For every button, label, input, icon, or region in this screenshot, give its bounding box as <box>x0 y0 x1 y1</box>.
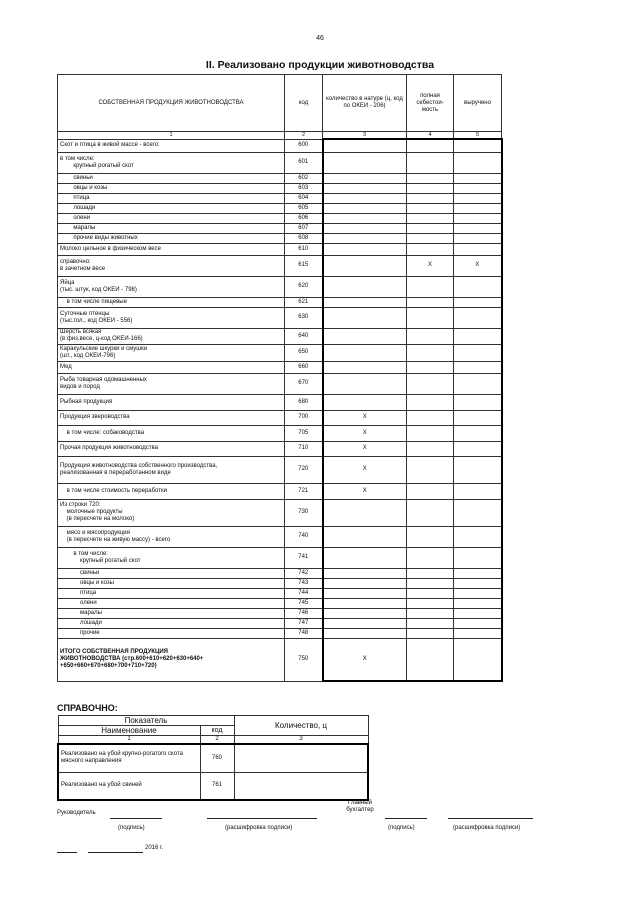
table-row-quantity[interactable] <box>323 193 407 203</box>
table-row-revenue[interactable] <box>454 578 502 588</box>
table-row-cost[interactable] <box>407 638 454 681</box>
table-row-code: 603 <box>285 183 323 193</box>
table-row-code: 745 <box>285 598 323 608</box>
table-row-cost[interactable]: X <box>407 255 454 276</box>
livestock-sales-table <box>57 74 503 682</box>
table-row-revenue[interactable] <box>454 183 502 193</box>
table-row-quantity[interactable]: X <box>323 456 407 483</box>
table-row-revenue[interactable] <box>454 425 502 441</box>
table-row-name: в том числе пищевые <box>58 297 285 307</box>
table-row-revenue[interactable] <box>454 568 502 578</box>
header-cost: полная себестои- мость <box>407 75 454 132</box>
table-row-revenue[interactable] <box>454 373 502 394</box>
table-row-quantity[interactable] <box>323 373 407 394</box>
table-row-cost[interactable] <box>407 483 454 499</box>
table-row-name: Из строки 720: молочные продукты (в пересчете на молоко) <box>58 499 285 526</box>
table-row-revenue[interactable] <box>454 526 502 547</box>
table-row-name: Продукция звероводства <box>58 410 285 425</box>
table-row-revenue[interactable] <box>454 276 502 297</box>
table-row-cost[interactable] <box>407 328 454 344</box>
head-signature-line[interactable] <box>110 818 162 819</box>
table-row-cost[interactable] <box>407 243 454 255</box>
table-row-revenue[interactable] <box>454 361 502 373</box>
table-row-name: Продукция животноводства собственного производства, реализованная в переработанном виде <box>58 456 285 483</box>
table-row-code: 700 <box>285 410 323 425</box>
table-row-code: 607 <box>285 223 323 233</box>
table-row-quantity[interactable] <box>323 578 407 588</box>
header-quantity-c: Количество, ц <box>234 716 368 736</box>
reference-row-name: Реализовано на убой крупно-рогатого скота мясного направления <box>58 744 200 772</box>
column-number: 2 <box>285 132 323 140</box>
table-row-code: 744 <box>285 588 323 598</box>
reference-table <box>57 715 369 801</box>
table-row-quantity[interactable] <box>323 233 407 243</box>
table-row-quantity[interactable] <box>323 152 407 173</box>
column-number: 1 <box>58 132 285 140</box>
table-row-revenue[interactable] <box>454 297 502 307</box>
table-row-code: 720 <box>285 456 323 483</box>
table-row-revenue[interactable] <box>454 638 502 681</box>
table-row-code: 741 <box>285 547 323 568</box>
table-row-quantity[interactable] <box>323 588 407 598</box>
reference-title: СПРАВОЧНО: <box>57 703 118 713</box>
header-code: код <box>200 726 234 736</box>
table-row-quantity[interactable] <box>323 183 407 193</box>
table-row-name: Рыба товарная одомашненных видов и пород <box>58 373 285 394</box>
table-row-quantity[interactable] <box>323 213 407 223</box>
table-row-code: 604 <box>285 193 323 203</box>
sign-caption: (подпись) <box>388 825 415 831</box>
table-row-code: 630 <box>285 307 323 328</box>
table-row-cost[interactable] <box>407 598 454 608</box>
table-row-name: в том числе: крупный рогатый скот <box>58 547 285 568</box>
table-row-revenue[interactable] <box>454 628 502 638</box>
column-number: 4 <box>407 132 454 140</box>
header-indicator: Показатель <box>58 716 234 726</box>
table-row-revenue[interactable] <box>454 588 502 598</box>
table-row-quantity[interactable] <box>323 203 407 213</box>
accountant-signature-line[interactable] <box>385 818 427 819</box>
table-row-cost[interactable] <box>407 361 454 373</box>
table-row-name: Мед <box>58 361 285 373</box>
table-row-name: свиньи <box>58 173 285 183</box>
table-row-name: мясо и мясопродукция (в пересчете на живую массу) - всего <box>58 526 285 547</box>
table-row-revenue[interactable]: X <box>454 255 502 276</box>
table-row-code: 600 <box>285 139 323 152</box>
table-row-cost[interactable] <box>407 568 454 578</box>
table-row-revenue[interactable] <box>454 243 502 255</box>
table-row-code: 602 <box>285 173 323 183</box>
table-row-revenue[interactable] <box>454 598 502 608</box>
table-row-cost[interactable] <box>407 183 454 193</box>
page-number: 46 <box>316 35 324 42</box>
table-row-cost[interactable] <box>407 588 454 598</box>
table-row-revenue[interactable] <box>454 483 502 499</box>
table-row-revenue[interactable] <box>454 394 502 410</box>
table-row-cost[interactable] <box>407 499 454 526</box>
table-row-code: 601 <box>285 152 323 173</box>
table-row-cost[interactable] <box>407 608 454 618</box>
accountant-name-line[interactable] <box>448 818 533 819</box>
table-row-revenue[interactable] <box>454 499 502 526</box>
table-row-code: 748 <box>285 628 323 638</box>
table-row-cost[interactable] <box>407 233 454 243</box>
table-row-name: свиньи <box>58 568 285 578</box>
table-row-cost[interactable] <box>407 526 454 547</box>
head-label: Руководитель <box>57 810 96 816</box>
table-row-name: овцы и козы <box>58 578 285 588</box>
table-row-quantity[interactable] <box>323 618 407 628</box>
table-row-revenue[interactable] <box>454 547 502 568</box>
table-row-quantity[interactable] <box>323 243 407 255</box>
table-row-quantity[interactable] <box>323 307 407 328</box>
table-row-code: 743 <box>285 578 323 588</box>
header-code: код <box>285 75 323 132</box>
table-row-name: маралы <box>58 223 285 233</box>
table-row-quantity[interactable] <box>323 328 407 344</box>
table-row-quantity[interactable] <box>323 628 407 638</box>
table-row-code: 650 <box>285 344 323 361</box>
table-row-name: Молоко цельное в физическом весе <box>58 243 285 255</box>
table-row-quantity[interactable] <box>323 598 407 608</box>
table-row-code: 740 <box>285 526 323 547</box>
table-row-revenue[interactable] <box>454 344 502 361</box>
table-row-cost[interactable] <box>407 425 454 441</box>
table-row-quantity[interactable] <box>323 173 407 183</box>
table-row-quantity[interactable] <box>323 499 407 526</box>
reference-row-quantity[interactable] <box>234 772 368 800</box>
table-row-revenue[interactable] <box>454 618 502 628</box>
table-row-cost[interactable] <box>407 344 454 361</box>
table-row-quantity[interactable] <box>323 568 407 578</box>
table-row-quantity[interactable]: X <box>323 483 407 499</box>
table-row-quantity[interactable]: X <box>323 638 407 681</box>
table-row-cost[interactable] <box>407 203 454 213</box>
table-row-cost[interactable] <box>407 223 454 233</box>
table-row-name: справочно: в зачетном весе <box>58 255 285 276</box>
table-row-cost[interactable] <box>407 456 454 483</box>
table-row-code: 606 <box>285 213 323 223</box>
table-row-revenue[interactable] <box>454 307 502 328</box>
table-row-name: Каракульские шкурки и смушки (шт., код ОКЕИ-796) <box>58 344 285 361</box>
table-row-quantity[interactable] <box>323 255 407 276</box>
reference-row-quantity[interactable] <box>234 744 368 772</box>
table-row-name: в том числе: собаководства <box>58 425 285 441</box>
table-row-cost[interactable] <box>407 441 454 456</box>
date-day-line[interactable] <box>57 852 77 853</box>
table-row-cost[interactable] <box>407 410 454 425</box>
reference-row-code: 761 <box>200 772 234 800</box>
table-row-name: птица <box>58 588 285 598</box>
table-row-code: 608 <box>285 233 323 243</box>
table-row-revenue[interactable] <box>454 410 502 425</box>
table-row-quantity[interactable] <box>323 361 407 373</box>
table-row-name: Рыбная продукция <box>58 394 285 410</box>
table-row-quantity[interactable] <box>323 276 407 297</box>
table-row-cost[interactable] <box>407 297 454 307</box>
table-row-revenue[interactable] <box>454 608 502 618</box>
table-row-cost[interactable] <box>407 213 454 223</box>
section-title: II. Реализовано продукции животноводства <box>205 59 435 71</box>
column-number: 1 <box>58 736 200 745</box>
table-row-name: олени <box>58 213 285 223</box>
table-row-code: 670 <box>285 373 323 394</box>
header-name: Наименование <box>58 726 200 736</box>
table-row-revenue[interactable] <box>454 441 502 456</box>
table-row-quantity[interactable]: X <box>323 441 407 456</box>
table-row-code: 615 <box>285 255 323 276</box>
column-number: 2 <box>200 736 234 745</box>
header-product: СОБСТВЕННАЯ ПРОДУКЦИЯ ЖИВОТНОВОДСТВА <box>58 75 285 132</box>
table-row-name: Прочая продукция животноводства <box>58 441 285 456</box>
table-row-name: овцы и козы <box>58 183 285 193</box>
table-row-quantity[interactable]: X <box>323 410 407 425</box>
table-row-revenue[interactable] <box>454 233 502 243</box>
table-row-code: 680 <box>285 394 323 410</box>
table-row-quantity[interactable] <box>323 608 407 618</box>
table-row-code: 710 <box>285 441 323 456</box>
table-row-revenue[interactable] <box>454 456 502 483</box>
table-row-name: прочие <box>58 628 285 638</box>
table-row-cost[interactable] <box>407 578 454 588</box>
table-row-revenue[interactable] <box>454 139 502 152</box>
table-row-cost[interactable] <box>407 139 454 152</box>
year-label: 2016 г. <box>145 845 164 851</box>
table-row-cost[interactable] <box>407 307 454 328</box>
table-row-revenue[interactable] <box>454 152 502 173</box>
table-row-name: прочие виды животных <box>58 233 285 243</box>
table-row-cost[interactable] <box>407 373 454 394</box>
table-row-quantity[interactable] <box>323 344 407 361</box>
table-row-name: лошади <box>58 618 285 628</box>
column-number: 3 <box>323 132 407 140</box>
table-row-name: Яйца (тыс. штук, код ОКЕИ - 798) <box>58 276 285 297</box>
table-row-quantity[interactable] <box>323 526 407 547</box>
table-row-code: 705 <box>285 425 323 441</box>
reference-row-name: Реализовано на убой свиней <box>58 772 200 800</box>
table-row-quantity[interactable] <box>323 139 407 152</box>
column-number: 3 <box>234 736 368 745</box>
table-row-code: 730 <box>285 499 323 526</box>
table-row-quantity[interactable]: X <box>323 425 407 441</box>
table-row-revenue[interactable] <box>454 203 502 213</box>
table-row-cost[interactable] <box>407 152 454 173</box>
table-row-code: 610 <box>285 243 323 255</box>
table-row-name: в том числе: крупный рогатый скот <box>58 152 285 173</box>
table-row-code: 605 <box>285 203 323 213</box>
table-row-code: 747 <box>285 618 323 628</box>
table-row-name: олени <box>58 598 285 608</box>
decode-caption: (расшифровка подписи) <box>453 825 521 831</box>
table-row-revenue[interactable] <box>454 213 502 223</box>
table-row-name: ИТОГО СОБСТВЕННАЯ ПРОДУКЦИЯ ЖИВОТНОВОДСТВА (стр.600+610+620+630+640+ +650+660+670+680+700+710+720) <box>58 638 285 681</box>
table-row-cost[interactable] <box>407 173 454 183</box>
table-row-revenue[interactable] <box>454 173 502 183</box>
table-row-quantity[interactable] <box>323 547 407 568</box>
table-row-revenue[interactable] <box>454 328 502 344</box>
table-row-name: Скот и птица в живой массе - всего: <box>58 139 285 152</box>
table-row-cost[interactable] <box>407 628 454 638</box>
decode-caption: (расшифровка подписи) <box>225 825 293 831</box>
table-row-name: лошади <box>58 203 285 213</box>
column-number: 5 <box>454 132 502 140</box>
table-row-code: 640 <box>285 328 323 344</box>
table-row-cost[interactable] <box>407 193 454 203</box>
table-row-code: 660 <box>285 361 323 373</box>
table-row-revenue[interactable] <box>454 193 502 203</box>
header-quantity: количество в натуре (ц, код по ОКЕИ - 206) <box>323 75 407 132</box>
table-row-cost[interactable] <box>407 547 454 568</box>
reference-row-code: 760 <box>200 744 234 772</box>
table-row-name: маралы <box>58 608 285 618</box>
table-row-code: 746 <box>285 608 323 618</box>
header-revenue: выручено <box>454 75 502 132</box>
head-name-line[interactable] <box>207 818 317 819</box>
chief-accountant-label: Главный бухгалтер <box>346 800 374 813</box>
table-row-code: 742 <box>285 568 323 578</box>
table-row-cost[interactable] <box>407 276 454 297</box>
date-month-line[interactable] <box>88 852 143 853</box>
table-row-code: 621 <box>285 297 323 307</box>
sign-caption: (подпись) <box>118 825 145 831</box>
table-row-quantity[interactable] <box>323 394 407 410</box>
table-row-cost[interactable] <box>407 394 454 410</box>
table-row-name: Суточные птенцы (тыс.гол., код ОКЕИ - 556) <box>58 307 285 328</box>
table-row-code: 721 <box>285 483 323 499</box>
table-row-quantity[interactable] <box>323 223 407 233</box>
table-row-quantity[interactable] <box>323 297 407 307</box>
table-row-code: 750 <box>285 638 323 681</box>
table-row-name: Шерсть всякая (в физ.весе, ц-код ОКЕИ-166) <box>58 328 285 344</box>
table-row-name: в том числе стоимость переработки <box>58 483 285 499</box>
table-row-name: птица <box>58 193 285 203</box>
table-row-cost[interactable] <box>407 618 454 628</box>
table-row-code: 620 <box>285 276 323 297</box>
table-row-revenue[interactable] <box>454 223 502 233</box>
